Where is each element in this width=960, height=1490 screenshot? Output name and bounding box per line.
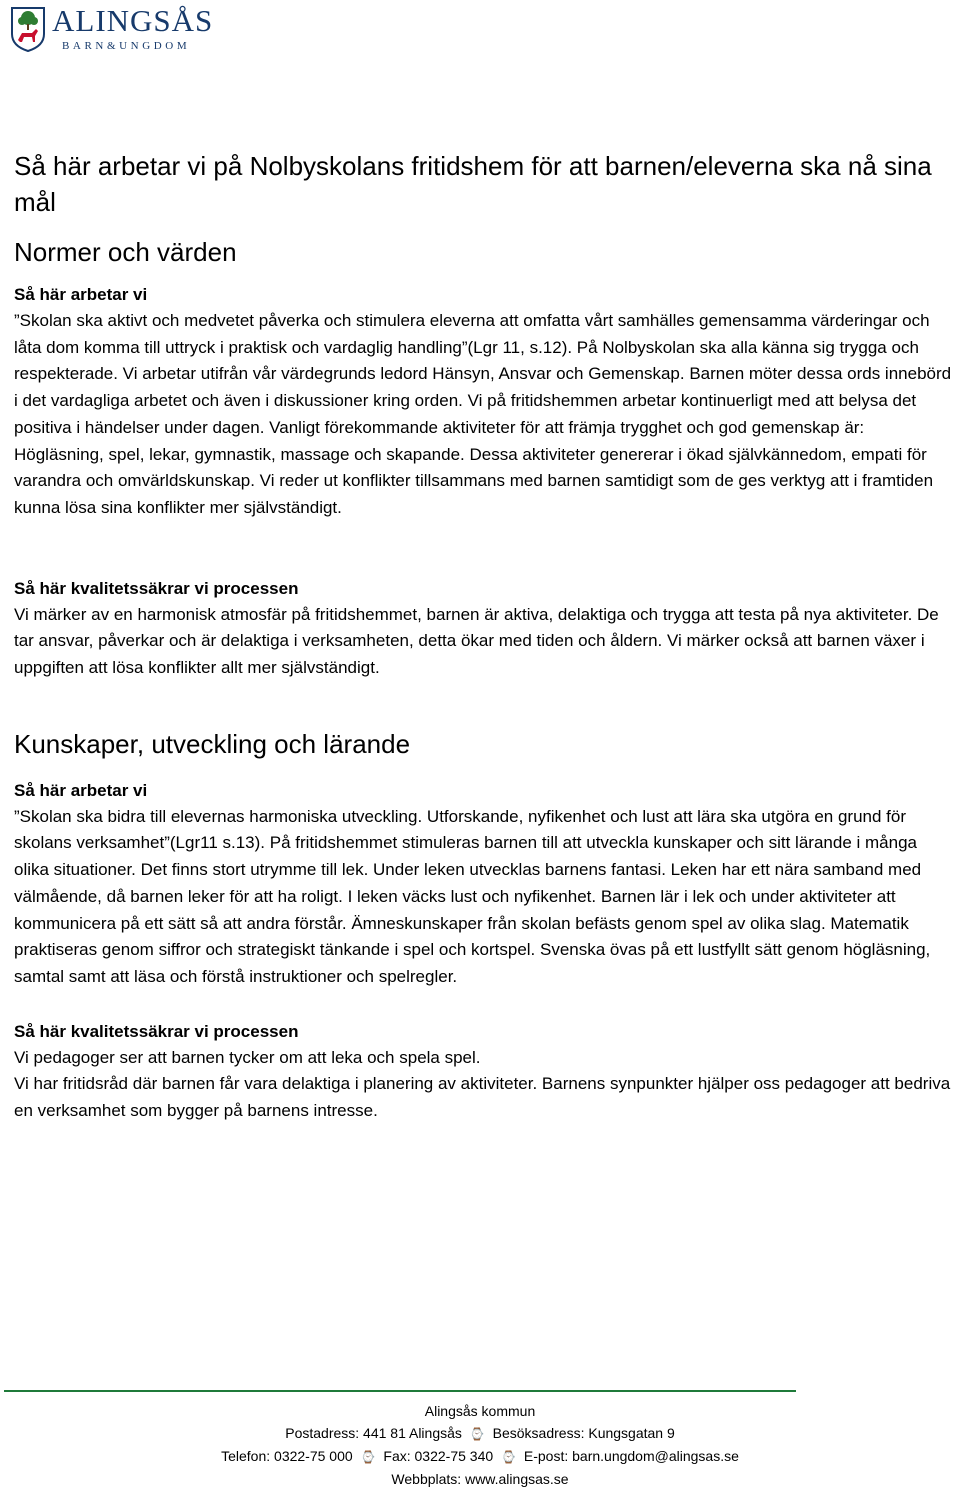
document-body (14, 148, 954, 1125)
page-title: Så här arbetar vi på Nolbyskolans fritidshem för att barnen/eleverna ska nå sina mål (14, 151, 932, 217)
how-we-work-heading: Så här arbetar vi (14, 285, 148, 304)
quality-heading: Så här kvalitetssäkrar vi processen (14, 578, 299, 598)
quality-text-line-2: Vi har fritidsråd där barnen får vara delaktiga i planering av aktiviteter. Barnens synpunkter hjälper oss pedagoger att bedriva en verksamhet som bygger på barnens intresse. (14, 1074, 951, 1121)
footer-email[interactable]: E-post: barn.ungdom@alingsas.se (523, 1448, 739, 1464)
footer-addresses (0, 1422, 960, 1445)
separator-icon: ⌚ (360, 1450, 376, 1464)
footer-fax: Fax: 0322-75 340 (383, 1448, 494, 1464)
quality-heading: Så här kvalitetssäkrar vi processen (14, 1021, 299, 1041)
footer (0, 1400, 960, 1490)
section-heading: Normer och värden (14, 237, 237, 267)
separator-icon: ⌚ (501, 1450, 516, 1464)
section-normer-och-varden (14, 236, 954, 682)
coat-of-arms-icon (10, 6, 46, 52)
how-we-work-text: ”Skolan ska bidra till elevernas harmoniska utveckling. Utforskande, nyfikenhet och lust att lära ska utgöra en grund för skolans verksamhet”(Lgr11 s.13). På fritidshemmet stimuleras barnen till att utveckla kunskaper och sitt lärande i många olika situationer. Det finns stort utrymme till lek. Under leken utvecklas barnens fantasi. Leken har ett nära samband med välmående, då barnen leker för att ha roligt. I leken väcks lust och nyfikenhet. Barnen lär i lek och under aktiviteter att kommunicera på ett sätt så att andra förstår. Ämneskunskaper från skolan befästs genom spel av olika slag. Matematik praktiseras genom siffror och strategiskt tänkande i spel och kortspel. Svenska övas på ett lustfyllt sätt genom högläsning, samtal samt att läsa och förstå instruktioner och spelregler. (14, 806, 931, 986)
footer-phone: Telefon: 0322-75 000 (221, 1448, 353, 1464)
separator-icon: ⌚ (469, 1427, 485, 1441)
how-we-work-heading: Så här arbetar vi (14, 780, 148, 800)
section-kunskaper (14, 728, 954, 1125)
footer-postal-address: Postadress: 441 81 Alingsås (285, 1425, 462, 1441)
how-we-work-text: ”Skolan ska aktivt och medvetet påverka och stimulera eleverna att omfatta vårt samhälles gemensamma värderingar och låta dom komma till uttryck i praktisk och vardaglig handling”(Lgr 11, s.12). På Nolbyskolan ska alla känna sig trygga och respekterade. Vi arbetar utifrån vår värdegrunds ledord Hänsyn, Ansvar och Gemenskap. Barnen möter dessa ords innebörd i det vardagliga arbetet och även i diskussioner kring orden. Vi på fritidshemmen arbetar kontinuerligt med att belysa det positiva i händelser under dagen. Vanligt förekommande aktiviteter för att främja trygghet och god gemenskap är: Högläsning, spel, lekar, gymnastik, massage och skapande. Dessa aktiviteter genererar i ökad självkännedom, empati för varandra och omvärldskunskap. Vi reder ut konflikter tillsammans med barnen samtidigt som de ges verktyg att i framtiden kunna lösa sina konflikter mer självständigt. (14, 311, 952, 517)
footer-website[interactable]: Webbplats: www.alingsas.se (391, 1471, 569, 1487)
section-heading: Kunskaper, utveckling och lärande (14, 728, 411, 759)
logo-name: ALINGSÅS (52, 3, 214, 38)
logo-subtitle: BARN&UNGDOM (62, 40, 191, 52)
alingsas-logo (10, 3, 240, 56)
footer-visit-address: Besöksadress: Kungsgatan 9 (492, 1425, 675, 1441)
quality-text-line-1: Vi pedagoger ser att barnen tycker om att leka och spela spel. (14, 1047, 481, 1067)
footer-contact (0, 1445, 960, 1468)
quality-text: Vi märker av en harmonisk atmosfär på fritidshemmet, barnen är aktiva, delaktiga och trygga att testa på nya aktiviteter. De tar ansvar, påverkar och är delaktiga i verksamheten, detta ökar med tiden och åldern. Vi märker också att barnen växer i uppgiften att lösa konflikter allt mer självständigt. (14, 604, 939, 678)
footer-divider (4, 1390, 796, 1392)
footer-org: Alingsås kommun (424, 1403, 536, 1419)
